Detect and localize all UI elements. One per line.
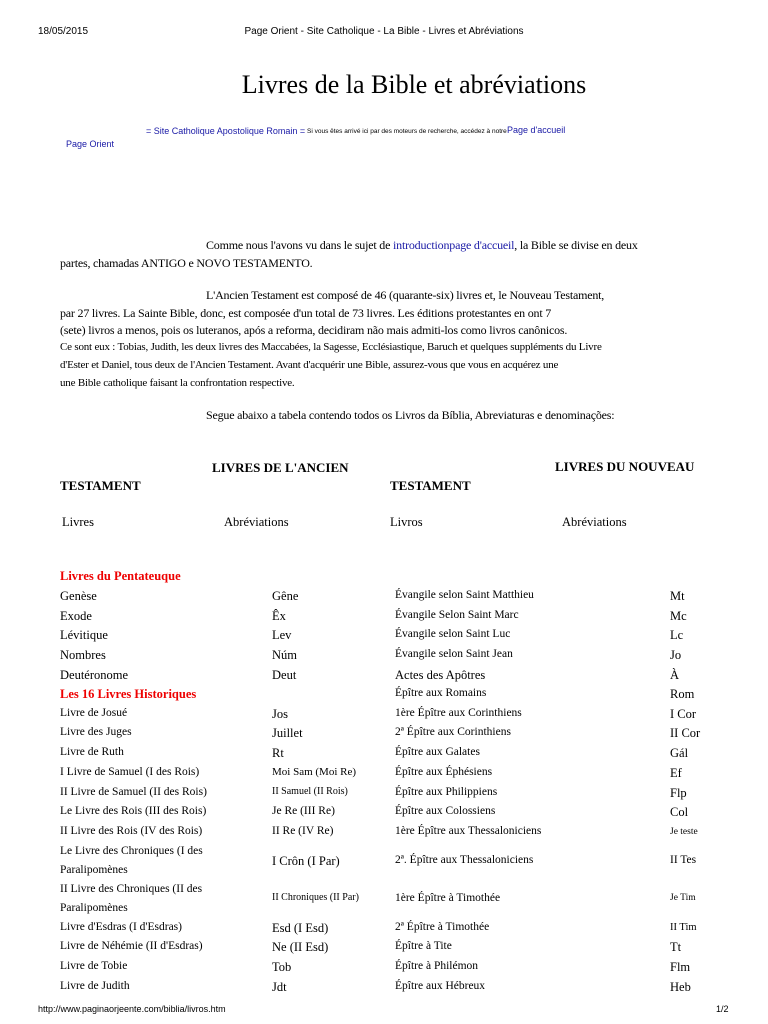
nt-book-abbr: Lc xyxy=(670,628,684,642)
nt-book-abbr: Rom xyxy=(670,687,695,701)
nt-book-abbr: Flm xyxy=(670,960,691,974)
ot-book-abbr: Deut xyxy=(272,668,297,682)
page-orient-link[interactable]: Page Orient xyxy=(66,139,115,149)
nt-book-name: Actes des Apôtres xyxy=(395,668,486,682)
nt-book-abbr: Je teste xyxy=(670,827,698,837)
ot-heading: TESTAMENT xyxy=(60,478,141,493)
nt-book-name: Évangile selon Saint Matthieu xyxy=(395,589,534,601)
nt-book-name: 1ère Épître à Timothée xyxy=(395,892,501,904)
nt-book-name: Épître aux Philippiens xyxy=(395,786,498,798)
ot-book-name: Livre de Tobie xyxy=(60,960,128,972)
ot-book-name: Exode xyxy=(60,609,92,623)
home-link[interactable]: Page d'accueil xyxy=(507,125,566,135)
nt-book-abbr: À xyxy=(670,668,680,682)
nt-heading: LIVRES DU NOUVEAU xyxy=(555,459,695,474)
ot-book-abbr: Tob xyxy=(272,960,292,974)
nt-book-abbr: Tt xyxy=(670,940,682,954)
column-header: Abréviations xyxy=(224,515,289,529)
intro-line: d'Ester et Daniel, tous deux de l'Ancien Testament. Avant d'acquérir une Bible, assurez-vous que vous en acquérez une xyxy=(60,359,559,371)
intro-line: (sete) livros a menos, pois os luteranos, após a reforma, decidiram não mais admiti-los como livros canônicos. xyxy=(60,323,568,337)
nt-book-name: 2ª Épître aux Corinthiens xyxy=(395,726,511,738)
introduction-link[interactable]: introductionpage d'accueil xyxy=(393,238,515,252)
ot-book-name: Livre de Néhémie (II d'Esdras) xyxy=(60,940,203,952)
section-pentateuch: Livres du Pentateuque xyxy=(60,569,181,583)
ot-book-name: Genèse xyxy=(60,589,97,603)
nt-book-abbr: Heb xyxy=(670,980,691,994)
ot-book-name: Livre de Ruth xyxy=(60,746,124,758)
ot-book-name: Le Livre des Chroniques (I des xyxy=(60,845,203,857)
nt-book-name: 1ère Épître aux Corinthiens xyxy=(395,707,522,719)
ot-book-name: Lévitique xyxy=(60,628,108,642)
ot-book-name: I Livre de Samuel (I des Rois) xyxy=(60,766,200,778)
nt-book-name: 1ère Épître aux Thessaloniciens xyxy=(395,825,542,837)
nt-book-name: Évangile Selon Saint Marc xyxy=(395,609,519,621)
ot-book-abbr: I Crôn (I Par) xyxy=(272,854,340,868)
column-header: Livres xyxy=(62,515,94,529)
nt-book-abbr: Mc xyxy=(670,609,687,623)
ot-book-name: Nombres xyxy=(60,648,106,662)
ot-book-name: II Livre des Rois (IV des Rois) xyxy=(60,825,203,837)
search-note: Si vous êtes arrivé ici par des moteurs de recherche, accédez à notre xyxy=(307,128,507,135)
print-date: 18/05/2015 xyxy=(38,26,89,37)
print-url: http://www.paginaorjeente.com/biblia/livros.htm xyxy=(38,1004,226,1014)
nt-book-name: Épître à Tite xyxy=(395,940,452,952)
intro-line: une Bible catholique faisant la confrontation respective. xyxy=(60,377,295,389)
ot-book-abbr: Rt xyxy=(272,746,284,760)
intro-line: Comme nous l'avons vu dans le sujet de introductionpage d'accueil, la Bible se divise en deux xyxy=(206,238,638,252)
nt-book-name: Épître aux Éphésiens xyxy=(395,766,493,778)
nt-book-abbr: II Cor xyxy=(670,726,701,740)
intro-line: partes, chamadas ANTIGO e NOVO TESTAMENTO. xyxy=(60,256,313,270)
nt-book-abbr: Je Tim xyxy=(670,893,696,903)
column-header: Abréviations xyxy=(562,515,627,529)
print-page-title: Page Orient - Site Catholique - La Bible - Livres et Abréviations xyxy=(244,26,524,37)
nt-book-abbr: Jo xyxy=(670,648,682,662)
ot-book-abbr: Esd (I Esd) xyxy=(272,921,329,935)
ot-book-name: II Livre des Chroniques (II des xyxy=(60,883,203,895)
ot-book-name: Deutéronome xyxy=(60,668,129,682)
ot-book-abbr: II Re (IV Re) xyxy=(272,825,334,837)
ot-book-abbr: II Samuel (II Rois) xyxy=(272,786,348,797)
ot-book-abbr: Gêne xyxy=(272,589,299,603)
print-page-number: 1/2 xyxy=(716,1004,729,1014)
ot-book-abbr: Jos xyxy=(272,707,288,721)
ot-book-name: Paralipomènes xyxy=(60,864,128,876)
nt-book-abbr: I Cor xyxy=(670,707,697,721)
site-banner: = Site Catholique Apostolique Romain = xyxy=(146,126,306,136)
ot-book-abbr: Moi Sam (Moi Re) xyxy=(272,766,357,778)
nt-book-name: Épître à Philémon xyxy=(395,960,479,972)
intro-line: par 27 livres. La Sainte Bible, donc, est composée d'un total de 73 livres. Les éditions protestantes en ont 7 xyxy=(60,306,552,320)
nt-book-abbr: Flp xyxy=(670,786,687,800)
ot-heading: LIVRES DE L'ANCIEN xyxy=(212,460,349,475)
intro-line: L'Ancien Testament est composé de 46 (quarante-six) livres et, le Nouveau Testament, xyxy=(206,288,605,302)
ot-book-abbr: Êx xyxy=(272,609,286,623)
nt-book-name: Épître aux Hébreux xyxy=(395,980,486,992)
ot-book-name: Livre de Judith xyxy=(60,980,130,992)
ot-book-name: Livre des Juges xyxy=(60,726,132,738)
ot-book-abbr: Je Re (III Re) xyxy=(272,805,335,817)
ot-book-abbr: II Chroniques (II Par) xyxy=(272,892,359,903)
nt-book-name: Évangile selon Saint Jean xyxy=(395,648,513,660)
ot-book-abbr: Lev xyxy=(272,628,292,642)
nt-book-name: Épître aux Galates xyxy=(395,746,480,758)
ot-book-abbr: Jdt xyxy=(272,980,287,994)
ot-book-abbr: Núm xyxy=(272,648,297,662)
nt-book-name: 2ª Épître à Timothée xyxy=(395,921,490,933)
nt-book-abbr: II Tes xyxy=(670,854,697,866)
nt-book-abbr: II Tim xyxy=(670,922,697,933)
ot-book-abbr: Juillet xyxy=(272,726,303,740)
column-header: Livros xyxy=(390,515,423,529)
nt-book-abbr: Col xyxy=(670,805,689,819)
ot-book-name: Paralipomènes xyxy=(60,902,128,914)
nt-heading: TESTAMENT xyxy=(390,478,471,493)
nt-book-name: Épître aux Romains xyxy=(395,687,487,699)
nt-book-name: Épître aux Colossiens xyxy=(395,805,496,817)
ot-book-abbr: Ne (II Esd) xyxy=(272,940,329,954)
nt-book-abbr: Mt xyxy=(670,589,685,603)
section-historical: Les 16 Livres Historiques xyxy=(60,687,197,701)
intro-line: Ce sont eux : Tobias, Judith, les deux livres des Maccabées, la Sagesse, Ecclésiastique, Baruch et quelques suppléments du Livre xyxy=(60,341,602,353)
ot-book-name: II Livre de Samuel (II des Rois) xyxy=(60,786,207,798)
page-title: Livres de la Bible et abréviations xyxy=(241,70,587,99)
ot-book-name: Livre de Josué xyxy=(60,707,128,719)
nt-book-name: Évangile selon Saint Luc xyxy=(395,628,511,640)
nt-book-name: 2ª. Épître aux Thessaloniciens xyxy=(395,854,534,866)
ot-book-name: Le Livre des Rois (III des Rois) xyxy=(60,805,207,817)
nt-book-abbr: Gál xyxy=(670,746,689,760)
ot-book-name: Livre d'Esdras (I d'Esdras) xyxy=(60,921,182,933)
intro-line: Segue abaixo a tabela contendo todos os Livros da Bíblia, Abreviaturas e denominações: xyxy=(206,408,615,422)
nt-book-abbr: Ef xyxy=(670,766,682,780)
